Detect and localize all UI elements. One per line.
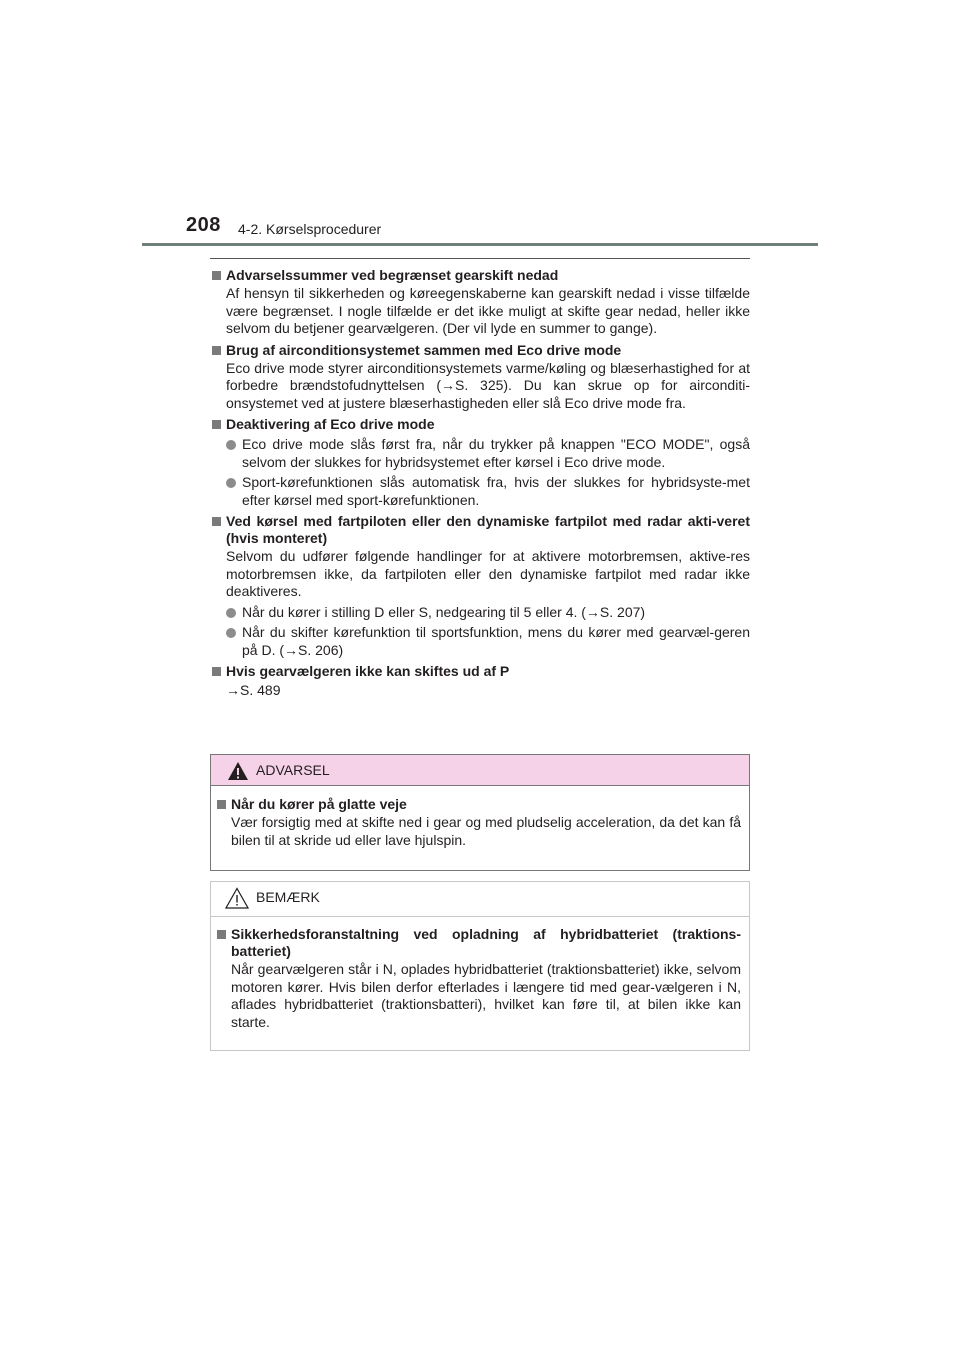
main-content xyxy=(210,258,750,703)
notice-title: Sikkerhedsforanstaltning ved opladning af hybridbatteriet (traktions-batteriet) xyxy=(215,926,741,960)
content-top-rule xyxy=(210,258,750,259)
section-heading: Brug af airconditionsystemet sammen med Eco drive mode xyxy=(210,342,750,359)
square-bullet-icon xyxy=(217,930,226,939)
list-item: Eco drive mode slås først fra, når du trykker på knappen "ECO MODE", også selvom der slukkes for hybridsystemet efter kørsel i Eco drive mode. xyxy=(226,436,750,471)
warning-triangle-icon xyxy=(227,761,249,781)
round-bullet-icon xyxy=(226,440,236,450)
square-bullet-icon xyxy=(212,271,221,280)
warning-body xyxy=(211,786,749,849)
list-item: Når du kører i stilling D eller S, nedgearing til 5 eller 4. (→S. 207) xyxy=(226,604,750,622)
section-heading: Advarselssummer ved begrænset gearskift nedad xyxy=(210,267,750,284)
warning-label: ADVARSEL xyxy=(256,762,330,778)
section-heading: Ved kørsel med fartpiloten eller den dynamiske fartpilot med radar akti-veret (hvis monteret) xyxy=(210,513,750,547)
round-bullet-icon xyxy=(226,478,236,488)
section-heading: Hvis gearvælgeren ikke kan skiftes ud af P xyxy=(210,663,750,680)
notice-body xyxy=(211,917,749,1031)
section-body: Selvom du udfører følgende handlinger for at aktivere motorbremsen, aktive-res motorbremsen ikke, da fartpiloten eller den dynamiske fartpilot med radar ikke deaktiveres. xyxy=(226,548,750,599)
notice-label: BEMÆRK xyxy=(256,889,320,905)
section-body: Af hensyn til sikkerheden og køreegenskaberne kan gearskift nedad i visse tilfælde være begrænset. I nogle tilfælde er det ikke muligt at skifte gear nedad, heller ikke selvom du betjener gearvælgeren. (Der vil lyde en summer to gange). xyxy=(226,285,750,336)
section-title: 4-2. Kørselsprocedurer xyxy=(238,221,382,237)
warning-box xyxy=(210,754,750,871)
square-bullet-icon xyxy=(212,420,221,429)
notice-header xyxy=(211,882,749,917)
caution-triangle-icon xyxy=(225,887,249,909)
square-bullet-icon xyxy=(212,667,221,676)
section-ac-eco-mode xyxy=(210,342,750,413)
section-heading: Deaktivering af Eco drive mode xyxy=(210,416,750,433)
round-bullet-icon xyxy=(226,608,236,618)
square-bullet-icon xyxy=(212,346,221,355)
round-bullet-icon xyxy=(226,628,236,638)
section-downshift-buzzer xyxy=(210,267,750,338)
section-body: Eco drive mode styrer airconditionsystemets varme/køling og blæserhastighed for at forbedre brændstofudnyttelsen (→S. 325). Du kan skrue op for airconditi-onsystemet ved at justere blæserhastigheden eller slå Eco drive mode fra. xyxy=(226,359,750,411)
warning-text: Vær forsigtig med at skifte ned i gear og med pludselig acceleration, da det kan få bilen til at skride ud eller lave hjulspin. xyxy=(231,814,741,848)
page-header xyxy=(142,214,818,246)
list-item: Sport-kørefunktionen slås automatisk fra, hvis der slukkes for hybridsyste-met efter kørsel med sport-kørefunktionen. xyxy=(226,474,750,509)
header-rule xyxy=(142,243,818,246)
square-bullet-icon xyxy=(217,800,226,809)
notice-box xyxy=(210,881,750,1051)
notice-text: Når gearvælgeren står i N, oplades hybridbatteriet (traktionsbatteriet) ikke, selvom motoren kører. Hvis bilen derfor efterlades i længere tid med gear-vælgeren i N, aflades hybridbatteriet (traktionsbatteri), hvilket kan føre til, at bilen ikke kan starte. xyxy=(231,961,741,1030)
warning-title: Når du kører på glatte veje xyxy=(215,796,741,813)
warning-header xyxy=(211,755,749,786)
page-number: 208 xyxy=(186,214,221,236)
page-reference-link[interactable]: →S. 489 xyxy=(226,682,281,698)
section-cruise-control xyxy=(210,513,750,659)
section-deactivate-eco xyxy=(210,416,750,509)
list-item: Når du skifter kørefunktion til sportsfunktion, mens du kører med gearvæl-geren på D. (→S. 206) xyxy=(226,624,750,659)
section-shift-out-of-p xyxy=(210,663,750,699)
square-bullet-icon xyxy=(212,517,221,526)
